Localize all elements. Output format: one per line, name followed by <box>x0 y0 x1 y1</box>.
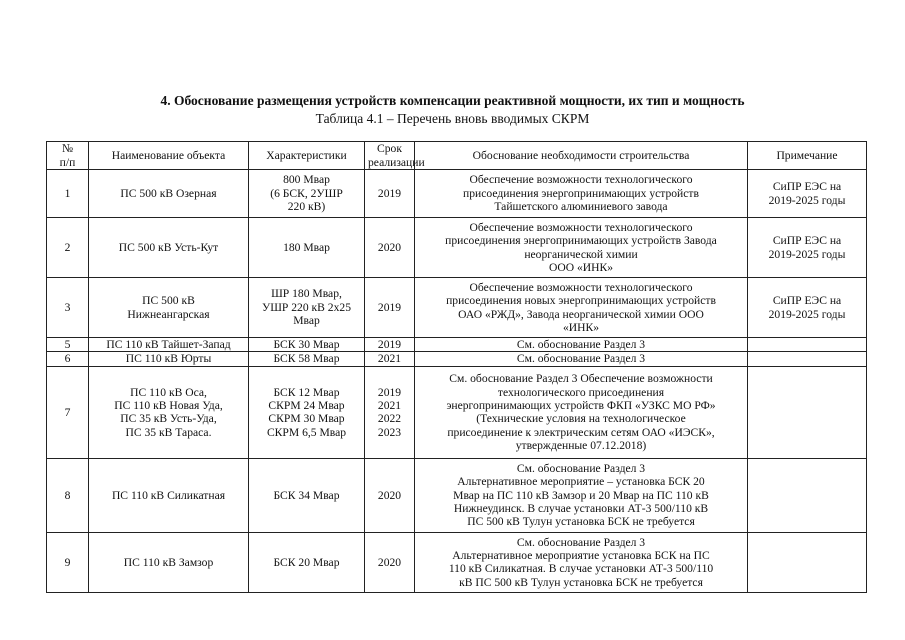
cell-line: 2023 <box>377 425 402 439</box>
table-caption: Таблица 4.1 – Перечень вновь вводимых СКРМ <box>315 111 590 126</box>
cell-note <box>748 458 867 532</box>
header-term <box>365 142 425 170</box>
cell-note <box>748 352 867 366</box>
cell-line: ПС 500 кВ Тулун установка БСК не требуется <box>467 515 695 529</box>
cell-line: ПС 500 кВ Озерная <box>120 186 217 200</box>
cell-line: неорганической химии <box>524 247 638 261</box>
header-num-line: № <box>61 142 74 156</box>
cell-line: 2019 <box>377 186 402 200</box>
cell-line: УШР 220 кВ 2х25 <box>262 300 351 314</box>
cell-chars <box>249 366 365 458</box>
cell-chars <box>249 532 365 592</box>
cell-line: присоединения энергопринимающих устройств Завода <box>445 234 717 248</box>
table-row <box>47 338 867 352</box>
header-reason: Обоснование необходимости строительства <box>415 142 748 170</box>
cell-term <box>365 278 415 338</box>
cell-num: 2 <box>47 218 89 278</box>
cell-line: ПС 35 кВ Тараса. <box>125 425 212 439</box>
table-row <box>47 532 867 592</box>
cell-line: БСК 12 Мвар <box>273 385 340 399</box>
cell-line: СиПР ЕЭС на <box>772 294 842 308</box>
cell-reason <box>415 458 748 532</box>
cell-line: (Технические условия на технологическое <box>476 412 686 426</box>
cell-note <box>748 170 867 218</box>
cell-note <box>748 532 867 592</box>
cell-name <box>89 278 249 338</box>
cell-chars <box>249 458 365 532</box>
header-row <box>47 142 867 170</box>
header-num <box>47 142 89 170</box>
header-term-line: Срок <box>377 142 402 156</box>
cell-line: ОАО «РЖД», Завода неорганической химии ООО <box>458 307 704 321</box>
cell-line: Тайшетского алюминиевого завода <box>494 200 668 214</box>
cell-line: 2019-2025 годы <box>768 307 846 321</box>
cell-note <box>748 338 867 352</box>
cell-line: 2021 <box>377 352 402 366</box>
cell-chars <box>249 352 365 366</box>
skrm-table <box>46 141 867 593</box>
section-title: 4. Обоснование размещения устройств компенсации реактивной мощности, их тип и мощность <box>160 93 745 108</box>
cell-term <box>365 366 415 458</box>
cell-term <box>365 218 415 278</box>
cell-reason <box>415 366 748 458</box>
cell-term <box>365 458 415 532</box>
cell-num: 7 <box>47 366 89 458</box>
cell-line: Мвар <box>293 314 320 328</box>
table-row <box>47 218 867 278</box>
cell-note <box>748 278 867 338</box>
cell-line: ПС 110 кВ Новая Уда, <box>114 398 223 412</box>
table-row <box>47 366 867 458</box>
cell-line: СКРМ 30 Мвар <box>268 412 345 426</box>
cell-line: СиПР ЕЭС на <box>772 180 842 194</box>
cell-name <box>89 366 249 458</box>
cell-line: 2019 <box>377 338 402 351</box>
header-term-line: реализации <box>368 155 425 169</box>
cell-name <box>89 170 249 218</box>
cell-line: 2022 <box>377 412 402 426</box>
header-note: Примечание <box>748 142 867 170</box>
cell-line: присоединения энергопринимающих устройств <box>463 186 699 200</box>
cell-line: ПС 110 кВ Силикатная <box>111 488 226 502</box>
table-body <box>47 170 867 593</box>
cell-line: 110 кВ Силикатная. В случае установки АТ-3 500/110 <box>448 562 714 576</box>
cell-line: 2020 <box>377 240 402 254</box>
cell-line: Нижнеангарская <box>127 307 210 321</box>
cell-line: ПС 110 кВ Оса, <box>130 385 207 399</box>
cell-line: ПС 35 кВ Усть-Уда, <box>120 412 217 426</box>
cell-reason <box>415 278 748 338</box>
cell-line: 2019 <box>377 300 402 314</box>
cell-line: БСК 58 Мвар <box>273 352 340 366</box>
cell-line: (6 БСК, 2УШР <box>270 186 343 200</box>
header-characteristics: Характеристики <box>249 142 365 170</box>
cell-line: БСК 34 Мвар <box>273 488 340 502</box>
header-name: Наименование объекта <box>89 142 249 170</box>
cell-chars <box>249 338 365 352</box>
cell-num: 8 <box>47 458 89 532</box>
cell-chars <box>249 170 365 218</box>
cell-line: технологического присоединения <box>497 385 665 399</box>
cell-line: присоединения новых энергопринимающих устройств <box>446 294 716 308</box>
cell-name <box>89 532 249 592</box>
cell-line: кВ ПС 500 кВ Тулун установка БСК не требуется <box>459 575 703 589</box>
cell-reason <box>415 352 748 366</box>
header-num-line: п/п <box>59 155 76 169</box>
cell-line: 2020 <box>377 555 402 569</box>
table-row <box>47 278 867 338</box>
cell-chars <box>249 278 365 338</box>
cell-line: ПС 500 кВ <box>142 294 195 308</box>
cell-line: БСК 20 Мвар <box>273 555 340 569</box>
cell-reason <box>415 338 748 352</box>
cell-line: ШР 180 Мвар, <box>271 287 342 301</box>
cell-line: СКРМ 6,5 Мвар <box>266 425 347 439</box>
cell-line: 2021 <box>377 398 402 412</box>
cell-name <box>89 352 249 366</box>
cell-line: «ИНК» <box>562 320 600 334</box>
cell-line: БСК 30 Мвар <box>273 338 340 351</box>
cell-line: Обеспечение возможности технологического <box>469 280 693 294</box>
cell-line: 800 Мвар <box>283 173 330 187</box>
cell-line: См. обоснование Раздел 3 Обеспечение возможности <box>449 372 713 386</box>
cell-num: 1 <box>47 170 89 218</box>
cell-note <box>748 218 867 278</box>
cell-reason <box>415 170 748 218</box>
cell-line: ООО «ИНК» <box>548 260 614 274</box>
cell-line: Альтернативное мероприятие установка БСК на ПС <box>452 548 710 562</box>
table-row <box>47 458 867 532</box>
cell-note <box>748 366 867 458</box>
cell-reason <box>415 532 748 592</box>
cell-line: утвержденные 07.12.2018) <box>515 439 647 453</box>
cell-num: 3 <box>47 278 89 338</box>
cell-line: См. обоснование Раздел 3 <box>516 535 646 549</box>
cell-line: СКРМ 24 Мвар <box>268 398 345 412</box>
cell-line: 2019-2025 годы <box>768 193 846 207</box>
cell-line: ПС 110 кВ Юрты <box>125 352 212 366</box>
cell-name <box>89 338 249 352</box>
cell-line: Альтернативное мероприятие – установка БСК 20 <box>457 475 705 489</box>
cell-line: СиПР ЕЭС на <box>772 234 842 248</box>
cell-line: 2019 <box>377 385 402 399</box>
cell-term <box>365 352 415 366</box>
cell-line: См. обоснование Раздел 3 <box>516 461 646 475</box>
cell-name <box>89 218 249 278</box>
cell-line: 2020 <box>377 488 402 502</box>
table-row <box>47 352 867 366</box>
cell-line: Обеспечение возможности технологического <box>469 220 693 234</box>
cell-line: См. обоснование Раздел 3 <box>516 352 646 366</box>
cell-line: 2019-2025 годы <box>768 247 846 261</box>
cell-line: ПС 110 кВ Замзор <box>123 555 214 569</box>
cell-line: энергопринимающих устройств ФКП «УЗКС МО РФ» <box>446 398 716 412</box>
cell-num: 6 <box>47 352 89 366</box>
cell-num: 5 <box>47 338 89 352</box>
cell-term <box>365 338 415 352</box>
cell-line: Обеспечение возможности технологического <box>469 173 693 187</box>
cell-name <box>89 458 249 532</box>
cell-line: ПС 500 кВ Усть-Кут <box>118 240 219 254</box>
table-row <box>47 170 867 218</box>
cell-term <box>365 170 415 218</box>
cell-line: ПС 110 кВ Тайшет-Запад <box>106 338 231 351</box>
cell-term <box>365 532 415 592</box>
cell-line: 180 Мвар <box>283 240 330 254</box>
cell-chars <box>249 218 365 278</box>
cell-line: присоединение к электрическим сетям ОАО «ИЭСК», <box>447 425 715 439</box>
cell-reason <box>415 218 748 278</box>
cell-line: 220 кВ) <box>287 200 326 214</box>
cell-num: 9 <box>47 532 89 592</box>
cell-line: Мвар на ПС 110 кВ Замзор и 20 Мвар на ПС 110 кВ <box>453 488 709 502</box>
cell-line: Нижнеудинск. В случае установки АТ-3 500/110 кВ <box>453 502 709 516</box>
cell-line: См. обоснование Раздел 3 <box>516 338 646 351</box>
